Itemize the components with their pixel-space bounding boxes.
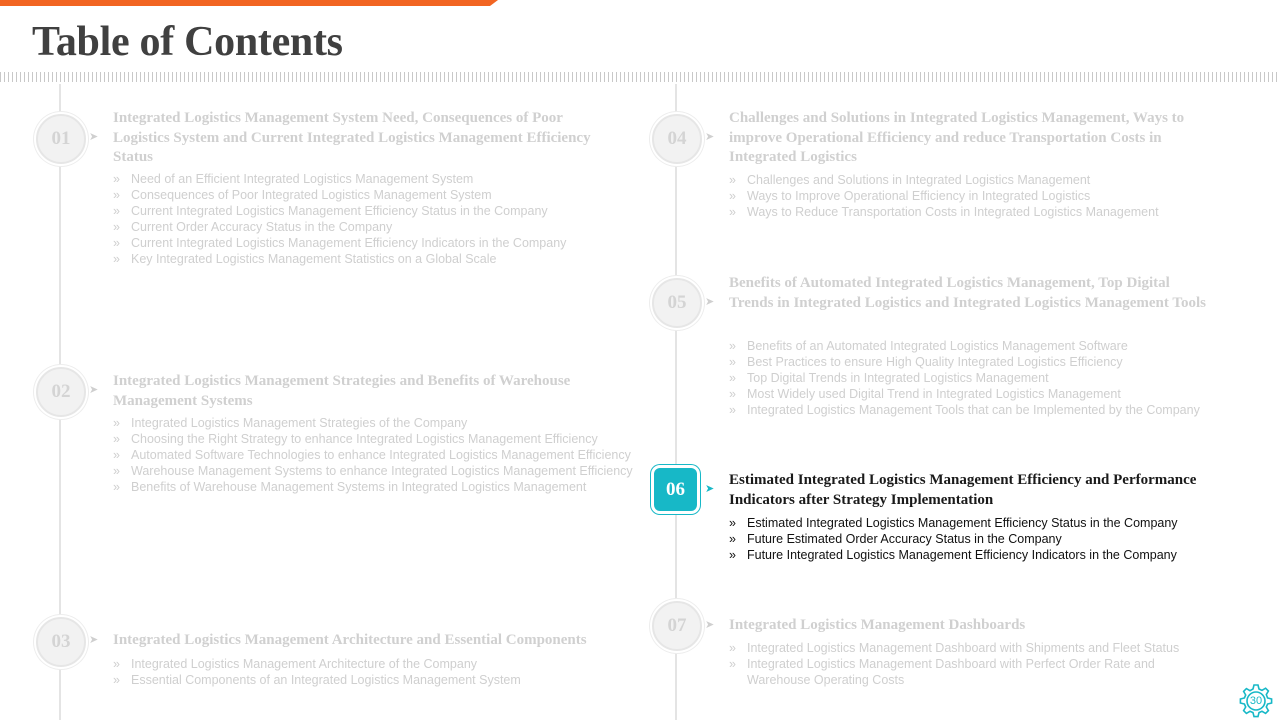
circle-arrow-icon: ➤ [705, 296, 715, 308]
list-item: » Current Integrated Logistics Management Efficiency Indicators in the Company [113, 235, 613, 251]
list-item: » Choosing the Right Strategy to enhance Integrated Logistics Management Efficiency [113, 431, 633, 447]
list-item: » Integrated Logistics Management Strategies of the Company [113, 415, 633, 431]
list-item: » Consequences of Poor Integrated Logistics Management System [113, 187, 613, 203]
list-item: » Integrated Logistics Management Architecture of the Company [113, 656, 633, 672]
list-item: » Current Order Accuracy Status in the Company [113, 219, 613, 235]
list-item: » Most Widely used Digital Trend in Integrated Logistics Management [729, 386, 1239, 402]
section-number-badge: 05 [652, 278, 702, 328]
section-number-badge: 06 [654, 468, 697, 511]
list-item: » Ways to Reduce Transportation Costs in Integrated Logistics Management [729, 204, 1229, 220]
section-items [113, 656, 633, 688]
section-items [113, 415, 633, 495]
section-items [729, 172, 1229, 220]
section-number-badge: 03 [36, 617, 86, 667]
section-items [729, 338, 1239, 418]
list-item: » Future Integrated Logistics Management Efficiency Indicators in the Company [729, 547, 1229, 563]
section-number-badge: 07 [652, 601, 702, 651]
list-item: » Warehouse Management Systems to enhance Integrated Logistics Management Efficiency [113, 463, 633, 479]
section-number-badge: 01 [36, 114, 86, 164]
circle-arrow-icon: ➤ [89, 634, 99, 646]
section-items [729, 640, 1199, 688]
top-accent-bar [0, 0, 490, 6]
circle-arrow-icon: ➤ [705, 131, 715, 143]
list-item: » Estimated Integrated Logistics Management Efficiency Status in the Company [729, 515, 1229, 531]
list-item: » Essential Components of an Integrated Logistics Management System [113, 672, 633, 688]
circle-arrow-icon: ➤ [89, 131, 99, 143]
list-item: » Need of an Efficient Integrated Logistics Management System [113, 171, 613, 187]
section-number-badge: 04 [652, 114, 702, 164]
list-item: » Integrated Logistics Management Tools that can be Implemented by the Company [729, 402, 1239, 418]
section-heading: Integrated Logistics Management Strategies and Benefits of Warehouse Management Systems [113, 373, 571, 409]
list-item: » Future Estimated Order Accuracy Status in the Company [729, 531, 1229, 547]
list-item: » Benefits of an Automated Integrated Logistics Management Software [729, 338, 1239, 354]
circle-arrow-icon: ➤ [705, 619, 715, 631]
circle-arrow-icon: ➤ [705, 483, 715, 495]
section-heading: Challenges and Solutions in Integrated Logistics Management, Ways to improve Operational Efficiency and reduce Transportation Costs in Integrated Logistics [729, 110, 1185, 165]
section-number-badge: 02 [36, 367, 86, 417]
list-item: » Benefits of Warehouse Management Systems in Integrated Logistics Management [113, 479, 633, 495]
section-heading: Integrated Logistics Management Architecture and Essential Components [113, 632, 587, 648]
section-items [729, 515, 1229, 563]
list-item: » Automated Software Technologies to enhance Integrated Logistics Management Efficiency [113, 447, 633, 463]
list-item: » Integrated Logistics Management Dashboard with Shipments and Fleet Status [729, 640, 1199, 656]
circle-arrow-icon: ➤ [89, 384, 99, 396]
list-item: » Current Integrated Logistics Management Efficiency Status in the Company [113, 203, 613, 219]
ruler-divider [0, 72, 1280, 82]
section-heading: Benefits of Automated Integrated Logistics Management, Top Digital Trends in Integrated Logistics and Integrated Logistics Management Tools [729, 275, 1206, 311]
list-item: » Best Practices to ensure High Quality Integrated Logistics Efficiency [729, 354, 1239, 370]
section-items [113, 171, 613, 267]
list-item: » Ways to Improve Operational Efficiency in Integrated Logistics [729, 188, 1229, 204]
section-heading: Integrated Logistics Management Dashboards [729, 617, 1026, 633]
list-item: » Challenges and Solutions in Integrated Logistics Management [729, 172, 1229, 188]
page-number: 30 [1249, 695, 1263, 707]
list-item: » Key Integrated Logistics Management Statistics on a Global Scale [113, 251, 613, 267]
list-item: » Integrated Logistics Management Dashboard with Perfect Order Rate and Warehouse Operating Costs [729, 656, 1199, 688]
list-item: » Top Digital Trends in Integrated Logistics Management [729, 370, 1239, 386]
page-title: Table of Contents [32, 19, 343, 65]
section-heading: Estimated Integrated Logistics Management Efficiency and Performance Indicators after Strategy Implementation [729, 472, 1197, 508]
section-heading: Integrated Logistics Management System Need, Consequences of Poor Logistics System and Current Integrated Logistics Management Efficiency Status [113, 110, 591, 165]
